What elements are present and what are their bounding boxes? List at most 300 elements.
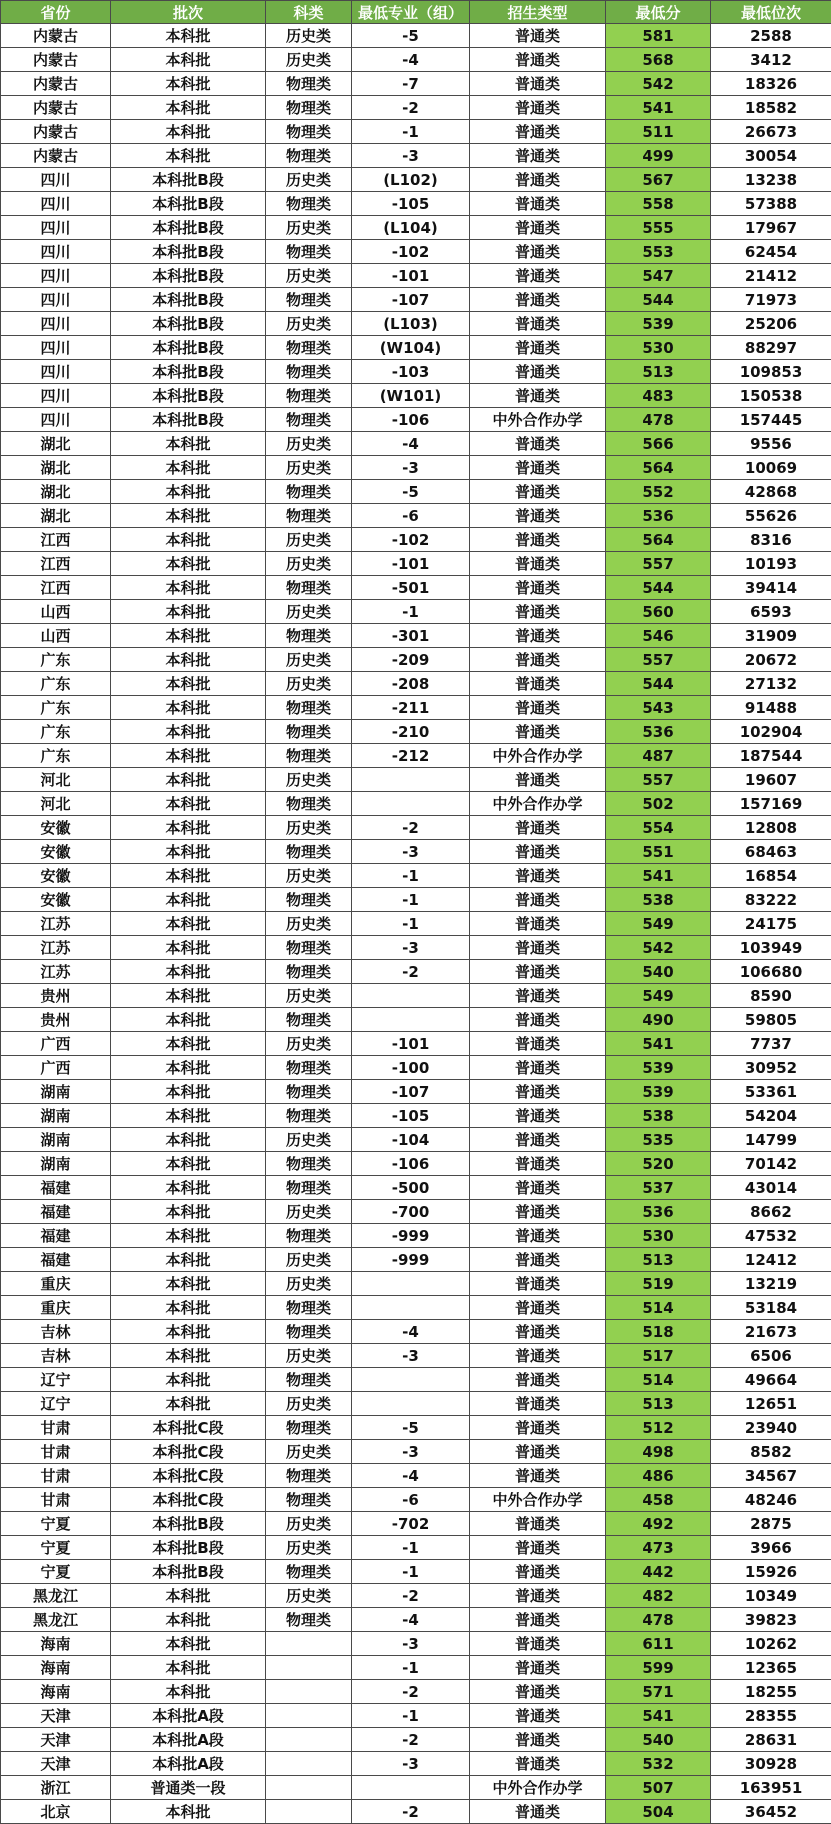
province-cell: 广东	[1, 696, 111, 720]
table-row	[1, 1200, 831, 1224]
major-group-cell: -101	[352, 264, 470, 288]
province-cell: 福建	[1, 1200, 111, 1224]
major-group-cell: -1	[352, 600, 470, 624]
major-group-cell: -501	[352, 576, 470, 600]
subject-cell: 历史类	[266, 768, 352, 792]
subject-cell: 物理类	[266, 696, 352, 720]
province-cell: 广西	[1, 1032, 111, 1056]
min-rank-cell: 12651	[711, 1392, 831, 1416]
min-rank-cell: 34567	[711, 1464, 831, 1488]
min-score-cell: 555	[606, 216, 711, 240]
min-score-cell: 514	[606, 1296, 711, 1320]
batch-cell: 本科批B段	[111, 288, 266, 312]
min-score-cell: 513	[606, 1392, 711, 1416]
enrollment-type-cell: 普通类	[470, 1200, 606, 1224]
major-group-cell: -107	[352, 1080, 470, 1104]
batch-cell: 本科批	[111, 624, 266, 648]
subject-cell	[266, 1728, 352, 1752]
subject-cell: 物理类	[266, 360, 352, 384]
table-row	[1, 1560, 831, 1584]
major-group-cell: -4	[352, 1608, 470, 1632]
min-score-cell: 514	[606, 1368, 711, 1392]
batch-cell: 本科批B段	[111, 408, 266, 432]
subject-cell: 物理类	[266, 1296, 352, 1320]
subject-cell: 物理类	[266, 1488, 352, 1512]
table-row	[1, 216, 831, 240]
min-score-cell: 611	[606, 1632, 711, 1656]
subject-cell: 物理类	[266, 480, 352, 504]
subject-cell: 物理类	[266, 1368, 352, 1392]
enrollment-type-cell: 普通类	[470, 1704, 606, 1728]
subject-cell: 历史类	[266, 912, 352, 936]
min-score-cell: 554	[606, 816, 711, 840]
table-row	[1, 720, 831, 744]
enrollment-type-cell: 普通类	[470, 1464, 606, 1488]
min-score-cell: 538	[606, 1104, 711, 1128]
min-score-cell: 490	[606, 1008, 711, 1032]
min-score-cell: 544	[606, 288, 711, 312]
batch-cell: 本科批A段	[111, 1752, 266, 1776]
province-cell: 内蒙古	[1, 144, 111, 168]
province-cell: 甘肃	[1, 1464, 111, 1488]
enrollment-type-cell: 普通类	[470, 456, 606, 480]
batch-cell: 本科批	[111, 1608, 266, 1632]
enrollment-type-cell: 普通类	[470, 1272, 606, 1296]
min-score-cell: 549	[606, 912, 711, 936]
min-rank-cell: 25206	[711, 312, 831, 336]
min-rank-cell: 39414	[711, 576, 831, 600]
province-cell: 广西	[1, 1056, 111, 1080]
enrollment-type-cell: 中外合作办学	[470, 408, 606, 432]
enrollment-type-cell: 普通类	[470, 1416, 606, 1440]
table-row	[1, 1344, 831, 1368]
province-cell: 湖南	[1, 1080, 111, 1104]
table-row	[1, 1704, 831, 1728]
batch-cell: 本科批	[111, 600, 266, 624]
min-rank-cell: 53361	[711, 1080, 831, 1104]
subject-cell: 物理类	[266, 120, 352, 144]
subject-cell: 物理类	[266, 1080, 352, 1104]
province-cell: 安徽	[1, 816, 111, 840]
major-group-cell	[352, 1368, 470, 1392]
subject-cell: 物理类	[266, 336, 352, 360]
min-score-cell: 546	[606, 624, 711, 648]
subject-cell: 物理类	[266, 1464, 352, 1488]
major-group-cell: -3	[352, 1632, 470, 1656]
enrollment-type-cell: 普通类	[470, 168, 606, 192]
table-row	[1, 600, 831, 624]
min-rank-cell: 12365	[711, 1656, 831, 1680]
table-row	[1, 912, 831, 936]
batch-cell: 本科批A段	[111, 1728, 266, 1752]
enrollment-type-cell: 普通类	[470, 528, 606, 552]
table-row	[1, 264, 831, 288]
min-score-cell: 539	[606, 1080, 711, 1104]
enrollment-type-cell: 普通类	[470, 480, 606, 504]
min-score-cell: 492	[606, 1512, 711, 1536]
batch-cell: 本科批	[111, 744, 266, 768]
batch-cell: 本科批	[111, 840, 266, 864]
subject-cell: 历史类	[266, 1248, 352, 1272]
major-group-cell: -1	[352, 912, 470, 936]
enrollment-type-cell: 普通类	[470, 912, 606, 936]
table-row	[1, 1320, 831, 1344]
province-cell: 四川	[1, 288, 111, 312]
enrollment-type-cell: 中外合作办学	[470, 1488, 606, 1512]
table-row	[1, 1536, 831, 1560]
table-row	[1, 1464, 831, 1488]
table-row	[1, 1152, 831, 1176]
province-cell: 宁夏	[1, 1560, 111, 1584]
batch-cell: 本科批	[111, 1680, 266, 1704]
batch-cell: 本科批	[111, 960, 266, 984]
table-row	[1, 144, 831, 168]
subject-cell: 历史类	[266, 984, 352, 1008]
min-rank-cell: 21412	[711, 264, 831, 288]
enrollment-type-cell: 普通类	[470, 1680, 606, 1704]
min-score-cell: 552	[606, 480, 711, 504]
table-row	[1, 504, 831, 528]
batch-cell: 本科批	[111, 1800, 266, 1824]
enrollment-type-cell: 普通类	[470, 1248, 606, 1272]
major-group-cell	[352, 1272, 470, 1296]
major-group-cell: -106	[352, 1152, 470, 1176]
min-rank-cell: 55626	[711, 504, 831, 528]
subject-cell: 历史类	[266, 1128, 352, 1152]
major-group-cell: -3	[352, 1440, 470, 1464]
min-rank-cell: 70142	[711, 1152, 831, 1176]
table-row	[1, 1776, 831, 1800]
table-row	[1, 864, 831, 888]
province-cell: 北京	[1, 1800, 111, 1824]
header-enrollment-type: 招生类型	[470, 1, 606, 24]
min-rank-cell: 49664	[711, 1368, 831, 1392]
province-cell: 广东	[1, 648, 111, 672]
province-cell: 四川	[1, 240, 111, 264]
major-group-cell: -3	[352, 936, 470, 960]
min-rank-cell: 10193	[711, 552, 831, 576]
enrollment-type-cell: 普通类	[470, 1512, 606, 1536]
subject-cell: 历史类	[266, 528, 352, 552]
subject-cell: 物理类	[266, 1560, 352, 1584]
enrollment-type-cell: 普通类	[470, 1032, 606, 1056]
table-row	[1, 1104, 831, 1128]
min-score-cell: 541	[606, 864, 711, 888]
min-rank-cell: 187544	[711, 744, 831, 768]
batch-cell: 本科批	[111, 24, 266, 48]
subject-cell: 历史类	[266, 24, 352, 48]
min-rank-cell: 91488	[711, 696, 831, 720]
batch-cell: 本科批	[111, 984, 266, 1008]
subject-cell: 物理类	[266, 384, 352, 408]
major-group-cell: -1	[352, 1656, 470, 1680]
enrollment-type-cell: 普通类	[470, 48, 606, 72]
min-rank-cell: 36452	[711, 1800, 831, 1824]
batch-cell: 本科批B段	[111, 384, 266, 408]
enrollment-type-cell: 普通类	[470, 1656, 606, 1680]
table-row	[1, 1248, 831, 1272]
enrollment-type-cell: 普通类	[470, 144, 606, 168]
major-group-cell: -1	[352, 1536, 470, 1560]
major-group-cell: -6	[352, 504, 470, 528]
min-rank-cell: 13238	[711, 168, 831, 192]
major-group-cell: -2	[352, 960, 470, 984]
major-group-cell: -500	[352, 1176, 470, 1200]
subject-cell: 历史类	[266, 648, 352, 672]
province-cell: 贵州	[1, 1008, 111, 1032]
province-cell: 江苏	[1, 912, 111, 936]
enrollment-type-cell: 普通类	[470, 720, 606, 744]
enrollment-type-cell: 普通类	[470, 576, 606, 600]
batch-cell: 本科批	[111, 1080, 266, 1104]
batch-cell: 本科批	[111, 72, 266, 96]
min-rank-cell: 23940	[711, 1416, 831, 1440]
enrollment-type-cell: 普通类	[470, 1440, 606, 1464]
major-group-cell: -101	[352, 1032, 470, 1056]
min-score-cell: 544	[606, 576, 711, 600]
subject-cell: 物理类	[266, 1608, 352, 1632]
enrollment-type-cell: 中外合作办学	[470, 744, 606, 768]
enrollment-type-cell: 普通类	[470, 1224, 606, 1248]
major-group-cell: (L104)	[352, 216, 470, 240]
min-rank-cell: 8316	[711, 528, 831, 552]
enrollment-type-cell: 普通类	[470, 600, 606, 624]
batch-cell: 本科批	[111, 144, 266, 168]
enrollment-type-cell: 普通类	[470, 1608, 606, 1632]
min-rank-cell: 6506	[711, 1344, 831, 1368]
province-cell: 黑龙江	[1, 1584, 111, 1608]
enrollment-type-cell: 普通类	[470, 1560, 606, 1584]
major-group-cell	[352, 768, 470, 792]
major-group-cell	[352, 1296, 470, 1320]
min-rank-cell: 18326	[711, 72, 831, 96]
enrollment-type-cell: 普通类	[470, 624, 606, 648]
province-cell: 广东	[1, 744, 111, 768]
min-score-cell: 541	[606, 96, 711, 120]
enrollment-type-cell: 普通类	[470, 216, 606, 240]
enrollment-type-cell: 普通类	[470, 240, 606, 264]
subject-cell: 历史类	[266, 264, 352, 288]
min-rank-cell: 43014	[711, 1176, 831, 1200]
min-rank-cell: 6593	[711, 600, 831, 624]
header-subject: 科类	[266, 1, 352, 24]
batch-cell: 本科批	[111, 1632, 266, 1656]
batch-cell: 本科批B段	[111, 216, 266, 240]
table-row	[1, 1800, 831, 1824]
table-row	[1, 1608, 831, 1632]
province-cell: 内蒙古	[1, 24, 111, 48]
min-score-cell: 502	[606, 792, 711, 816]
major-group-cell	[352, 1008, 470, 1032]
subject-cell: 物理类	[266, 624, 352, 648]
table-row	[1, 120, 831, 144]
batch-cell: 本科批	[111, 768, 266, 792]
table-row	[1, 240, 831, 264]
major-group-cell: (L102)	[352, 168, 470, 192]
major-group-cell: -1	[352, 864, 470, 888]
min-score-cell: 536	[606, 504, 711, 528]
province-cell: 广东	[1, 672, 111, 696]
batch-cell: 本科批	[111, 552, 266, 576]
min-rank-cell: 21673	[711, 1320, 831, 1344]
min-rank-cell: 30952	[711, 1056, 831, 1080]
table-row	[1, 1416, 831, 1440]
batch-cell: 普通类一段	[111, 1776, 266, 1800]
major-group-cell: -2	[352, 1800, 470, 1824]
major-group-cell: -100	[352, 1056, 470, 1080]
min-rank-cell: 83222	[711, 888, 831, 912]
min-rank-cell: 16854	[711, 864, 831, 888]
enrollment-type-cell: 普通类	[470, 672, 606, 696]
enrollment-type-cell: 普通类	[470, 768, 606, 792]
batch-cell: 本科批C段	[111, 1416, 266, 1440]
enrollment-type-cell: 普通类	[470, 1008, 606, 1032]
enrollment-type-cell: 普通类	[470, 696, 606, 720]
subject-cell: 物理类	[266, 1104, 352, 1128]
batch-cell: 本科批	[111, 1032, 266, 1056]
province-cell: 安徽	[1, 864, 111, 888]
enrollment-type-cell: 普通类	[470, 24, 606, 48]
enrollment-type-cell: 普通类	[470, 1728, 606, 1752]
major-group-cell: -107	[352, 288, 470, 312]
subject-cell: 历史类	[266, 552, 352, 576]
min-score-cell: 442	[606, 1560, 711, 1584]
province-cell: 湖南	[1, 1104, 111, 1128]
major-group-cell: -6	[352, 1488, 470, 1512]
major-group-cell: -999	[352, 1248, 470, 1272]
major-group-cell: (L103)	[352, 312, 470, 336]
table-row	[1, 528, 831, 552]
batch-cell: 本科批	[111, 1368, 266, 1392]
subject-cell: 历史类	[266, 1272, 352, 1296]
min-rank-cell: 13219	[711, 1272, 831, 1296]
min-rank-cell: 53184	[711, 1296, 831, 1320]
subject-cell: 历史类	[266, 48, 352, 72]
min-score-cell: 517	[606, 1344, 711, 1368]
min-score-cell: 536	[606, 720, 711, 744]
min-rank-cell: 39823	[711, 1608, 831, 1632]
table-row	[1, 480, 831, 504]
subject-cell: 历史类	[266, 1512, 352, 1536]
batch-cell: 本科批B段	[111, 336, 266, 360]
header-row	[1, 1, 831, 24]
table-row	[1, 168, 831, 192]
min-rank-cell: 18582	[711, 96, 831, 120]
min-rank-cell: 24175	[711, 912, 831, 936]
table-row	[1, 744, 831, 768]
subject-cell: 物理类	[266, 840, 352, 864]
header-major-group: 最低专业（组）	[352, 1, 470, 24]
subject-cell	[266, 1800, 352, 1824]
subject-cell: 物理类	[266, 1416, 352, 1440]
table-row	[1, 816, 831, 840]
table-row	[1, 288, 831, 312]
min-rank-cell: 8590	[711, 984, 831, 1008]
subject-cell: 历史类	[266, 1344, 352, 1368]
major-group-cell: -3	[352, 840, 470, 864]
subject-cell	[266, 1776, 352, 1800]
min-rank-cell: 19607	[711, 768, 831, 792]
table-row	[1, 48, 831, 72]
table-row	[1, 336, 831, 360]
min-rank-cell: 2875	[711, 1512, 831, 1536]
batch-cell: 本科批	[111, 696, 266, 720]
enrollment-type-cell: 普通类	[470, 1536, 606, 1560]
subject-cell: 历史类	[266, 816, 352, 840]
major-group-cell: -301	[352, 624, 470, 648]
province-cell: 福建	[1, 1176, 111, 1200]
table-row	[1, 1224, 831, 1248]
province-cell: 湖北	[1, 456, 111, 480]
province-cell: 江苏	[1, 960, 111, 984]
table-row	[1, 1008, 831, 1032]
major-group-cell: -2	[352, 1728, 470, 1752]
enrollment-type-cell: 普通类	[470, 816, 606, 840]
province-cell: 内蒙古	[1, 120, 111, 144]
subject-cell: 物理类	[266, 96, 352, 120]
table-row	[1, 792, 831, 816]
province-cell: 四川	[1, 264, 111, 288]
min-rank-cell: 27132	[711, 672, 831, 696]
enrollment-type-cell: 普通类	[470, 936, 606, 960]
min-rank-cell: 150538	[711, 384, 831, 408]
province-cell: 四川	[1, 384, 111, 408]
province-cell: 广东	[1, 720, 111, 744]
major-group-cell: -5	[352, 24, 470, 48]
subject-cell: 物理类	[266, 1320, 352, 1344]
major-group-cell: -999	[352, 1224, 470, 1248]
province-cell: 湖北	[1, 480, 111, 504]
province-cell: 浙江	[1, 1776, 111, 1800]
min-score-cell: 543	[606, 696, 711, 720]
enrollment-type-cell: 普通类	[470, 360, 606, 384]
subject-cell: 物理类	[266, 1152, 352, 1176]
province-cell: 吉林	[1, 1320, 111, 1344]
batch-cell: 本科批	[111, 1584, 266, 1608]
batch-cell: 本科批	[111, 1392, 266, 1416]
province-cell: 吉林	[1, 1344, 111, 1368]
batch-cell: 本科批	[111, 96, 266, 120]
table-row	[1, 24, 831, 48]
batch-cell: 本科批B段	[111, 168, 266, 192]
batch-cell: 本科批	[111, 1224, 266, 1248]
enrollment-type-cell: 普通类	[470, 288, 606, 312]
min-score-cell: 504	[606, 1800, 711, 1824]
batch-cell: 本科批B段	[111, 240, 266, 264]
province-cell: 海南	[1, 1656, 111, 1680]
table-row	[1, 984, 831, 1008]
subject-cell: 物理类	[266, 960, 352, 984]
table-row	[1, 1656, 831, 1680]
province-cell: 江西	[1, 528, 111, 552]
min-score-cell: 560	[606, 600, 711, 624]
subject-cell: 物理类	[266, 72, 352, 96]
batch-cell: 本科批	[111, 1176, 266, 1200]
province-cell: 福建	[1, 1224, 111, 1248]
subject-cell: 历史类	[266, 216, 352, 240]
major-group-cell: -211	[352, 696, 470, 720]
major-group-cell: -3	[352, 1344, 470, 1368]
min-rank-cell: 18255	[711, 1680, 831, 1704]
province-cell: 山西	[1, 624, 111, 648]
table-row	[1, 1032, 831, 1056]
min-score-cell: 566	[606, 432, 711, 456]
major-group-cell: -702	[352, 1512, 470, 1536]
min-score-cell: 487	[606, 744, 711, 768]
min-score-cell: 536	[606, 1200, 711, 1224]
subject-cell: 物理类	[266, 504, 352, 528]
table-row	[1, 408, 831, 432]
